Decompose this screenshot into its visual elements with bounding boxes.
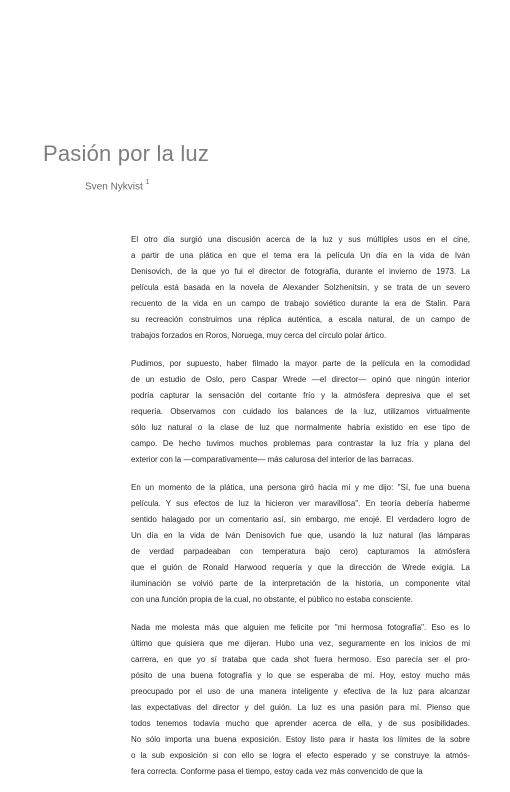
text-line: exterior con la —comparativamente— más calurosa del interior de las barracas. <box>131 455 414 464</box>
text-line: con una función propia de la cual, no obstante, el público no estaba consciente. <box>131 595 413 604</box>
body-text <box>131 232 470 792</box>
text-line: El otro día surgió una discusión acerca de la luz y sus múltiples usos en el cine, <box>131 235 470 244</box>
text-line: recuento de la vida en un campo de trabajo soviético durante la era de Stalin. Para <box>131 299 470 308</box>
text-line: a partir de una plática en que el tema era la película Un día en la vida de Iván <box>131 251 470 260</box>
text-line: podría capturar la sensación del cortante frío y la atmósfera depresiva que el set <box>131 391 470 400</box>
text-line: preocupado por el uso de una manera inteligente y efectiva de la luz para alcanzar <box>131 687 470 696</box>
text-line: de un estudio de Oslo, pero Caspar Wrede —el director— opinó que ningún interior <box>131 375 470 384</box>
text-line: último que quisiera que me dijeran. Hubo una vez, seguramente en los inicios de mi <box>131 639 470 648</box>
text-line: o la sub exposición si con ello se logra el efecto esperado y se construye la atmós- <box>131 751 470 760</box>
text-line: No sólo importa una buena exposición. Estoy listo para ir hasta los límites de la sobre <box>131 735 470 744</box>
text-line: película está basada en la novela de Alexander Solzhenitsin, y se trata de un severo <box>131 283 470 292</box>
text-line: En un momento de la plática, una persona giró hacia mí y me dijo: "Sí, fue una buena <box>131 483 470 492</box>
text-line: carrera, en que yo sí trataba que cada shot fuera hermoso. Eso parecía ser el pro- <box>131 655 470 664</box>
paragraph <box>131 356 470 468</box>
text-line: pósito de una buena fotografía y lo que se esperaba de mí. Hoy, estoy mucho más <box>131 671 470 680</box>
text-line: todos tenemos todavía mucho que aprender acerca de ella, y de sus posibilidades. <box>131 719 470 728</box>
text-line: película. Y sus efectos de luz la hicieron ver maravillosa". En teoría debería haberme <box>131 499 470 508</box>
text-line: que el guión de Ronald Harwood requería y que la dirección de Wrede exigía. La <box>131 563 470 572</box>
text-line: Denisovich, de la que yo fui el director de fotografía, durante el invierno de 1973. La <box>131 267 470 276</box>
text-line: sólo luz natural o la clase de luz que normalmente habría existido en ese tipo de <box>131 423 470 432</box>
paragraph <box>131 480 470 608</box>
author-name: Sven Nykvist <box>85 181 143 193</box>
text-line: Un día en la vida de Iván Denisovich fue que, usando la luz natural (las lámparas <box>131 531 470 540</box>
text-line: Pudimos, por supuesto, haber filmado la mayor parte de la película en la comodidad <box>131 359 470 368</box>
text-line: de verdad parpadeaban con temperatura bajo cero) capturamos la atmósfera <box>131 547 470 556</box>
chapter-title: Pasión por la luz <box>43 141 210 166</box>
paragraph <box>131 620 470 780</box>
text-line: trabajos forzados en Roros, Noruega, muy cerca del círculo polar ártico. <box>131 331 387 340</box>
text-line: campo. De hecho tuvimos muchos problemas para contrastar la luz fría y plana del <box>131 439 470 448</box>
author-line <box>85 180 149 192</box>
text-line: requería. Observamos con cuidado los balances de la luz, utilizamos virtualmente <box>131 407 470 416</box>
text-line: iluminación se volvió parte de la interpretación de la historia, un componente vital <box>131 579 470 588</box>
text-line: Nada me molesta más que alguien me felicite por "mi hermosa fotografía". Eso es lo <box>131 623 470 632</box>
paragraph <box>131 232 470 344</box>
text-line: sentido halagado por un comentario así, sin embargo, me enojé. El verdadero logro de <box>131 515 470 524</box>
text-line: fera correcta. Conforme pasa el tiempo, estoy cada vez más convencido de que la <box>131 767 423 776</box>
text-line: las expectativas del director y del guión. La luz es una pasión para mí. Pienso que <box>131 703 470 712</box>
text-line: su recreación construimos una réplica auténtica, a escala natural, de un campo de <box>131 315 470 324</box>
footnote-marker: 1 <box>145 179 150 186</box>
